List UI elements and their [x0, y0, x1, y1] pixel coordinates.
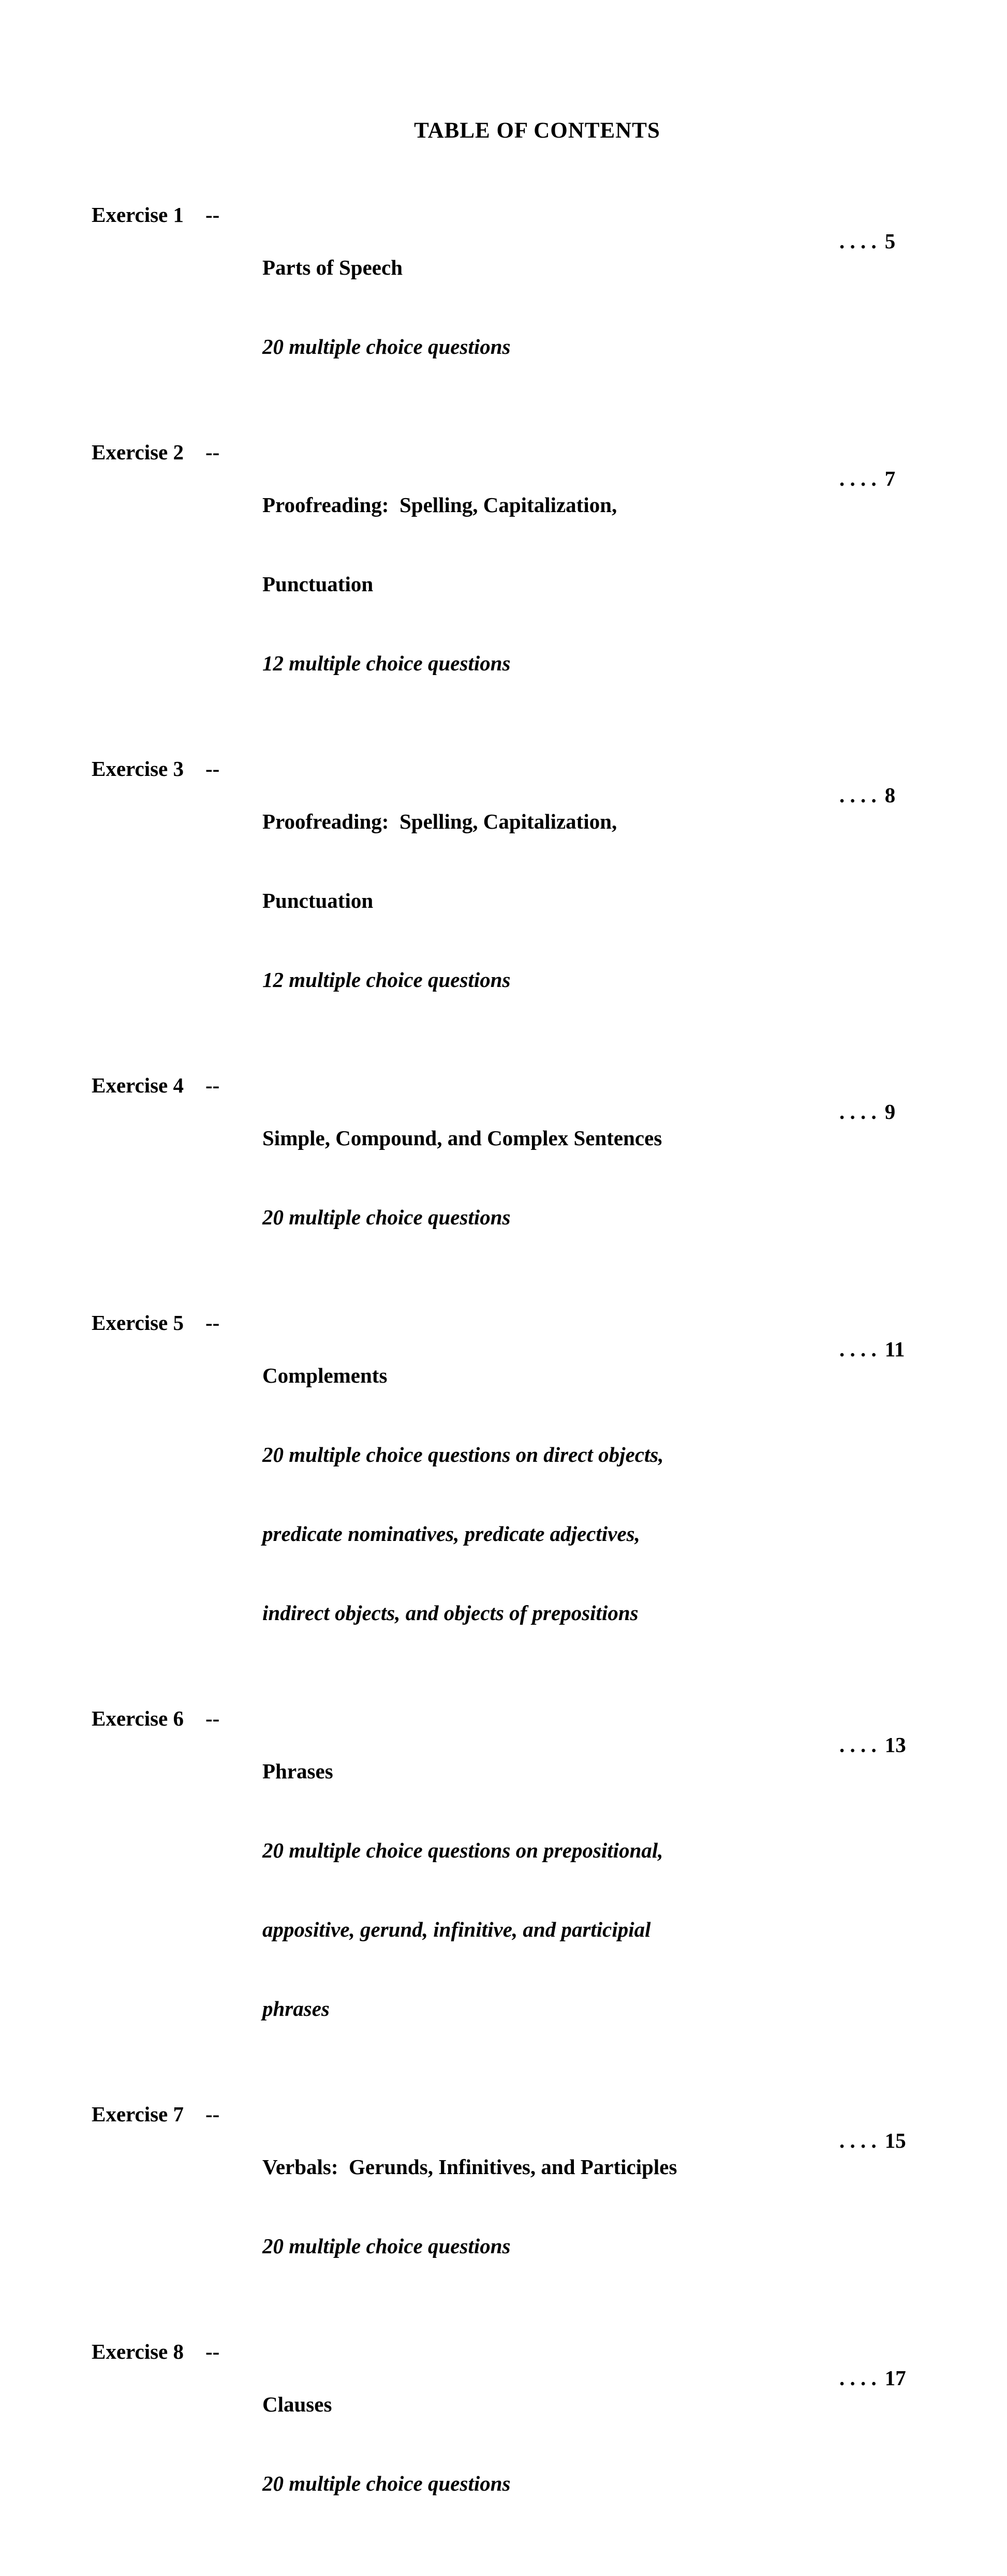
entry-title-line: Clauses [262, 2392, 332, 2416]
entry-page-ref [797, 202, 895, 281]
toc-entry-exercise-2 [92, 439, 920, 729]
exercise-label: Exercise 3 [92, 757, 184, 781]
entry-description-line: 20 multiple choice questions [262, 2472, 511, 2495]
toc-entry-exercise-7 [92, 2101, 920, 2312]
separator-dashes: -- [205, 1706, 220, 1730]
table-of-contents [92, 202, 920, 2576]
toc-entry-exercise-5 [92, 1310, 920, 1679]
dot-leader: . . . . [839, 1733, 877, 1757]
entry-title-line: Punctuation [262, 572, 374, 596]
page-number: 17 [884, 2366, 906, 2390]
exercise-label: Exercise 2 [92, 440, 184, 464]
entry-body [262, 1072, 797, 1283]
entry-description-line: 20 multiple choice questions [262, 335, 511, 358]
entry-description-line: phrases [262, 1997, 330, 2020]
dot-leader: . . . . [839, 467, 877, 490]
separator-dashes: -- [205, 2102, 220, 2126]
entry-body [262, 1705, 797, 2075]
page-title: TABLE OF CONTENTS [414, 118, 660, 143]
separator-dashes: -- [205, 2340, 220, 2363]
entry-page-ref [797, 1310, 905, 1389]
entry-title-line: Verbals: Gerunds, Infinitives, and Participles [262, 2155, 677, 2179]
entry-description-line: 12 multiple choice questions [262, 968, 511, 992]
entry-description-line: 20 multiple choice questions on prepositional, [262, 1838, 663, 1862]
separator-dashes: -- [205, 1311, 220, 1335]
exercise-label: Exercise 8 [92, 2340, 184, 2363]
entry-page-ref [797, 756, 895, 835]
page-number: 7 [884, 467, 896, 490]
entry-title-line: Punctuation [262, 889, 374, 912]
page-number: 13 [884, 1733, 906, 1757]
page-number: 5 [884, 229, 896, 253]
entry-body [262, 202, 797, 413]
entry-body [262, 1310, 797, 1679]
dot-leader: . . . . [839, 1337, 877, 1361]
entry-page-ref [797, 1072, 895, 1151]
dot-leader: . . . . [839, 2129, 877, 2152]
entry-description-line: 20 multiple choice questions [262, 2234, 511, 2258]
entry-title-line: Complements [262, 1364, 388, 1387]
entry-body [262, 756, 797, 1046]
entry-description-line: indirect objects, and objects of prepositions [262, 1601, 639, 1625]
page-number: 11 [884, 1337, 905, 1361]
separator-dashes: -- [205, 203, 220, 227]
entry-description-line: 20 multiple choice questions [262, 1205, 511, 1229]
entry-page-ref [797, 439, 895, 518]
entry-body [262, 439, 797, 729]
entry-page-ref [797, 2339, 906, 2418]
entry-body [262, 2101, 797, 2312]
exercise-label: Exercise 5 [92, 1311, 184, 1335]
entry-title-line: Proofreading: Spelling, Capitalization, [262, 493, 617, 517]
separator-dashes: -- [205, 1073, 220, 1097]
entry-title-line: Proofreading: Spelling, Capitalization, [262, 810, 617, 833]
toc-entry-exercise-3 [92, 756, 920, 1046]
entry-body [262, 2339, 797, 2550]
separator-dashes: -- [205, 440, 220, 464]
dot-leader: . . . . [839, 1100, 877, 1124]
toc-entry-exercise-1 [92, 202, 920, 413]
entry-page-ref [797, 2101, 906, 2180]
dot-leader: . . . . [839, 229, 877, 253]
exercise-label: Exercise 4 [92, 1073, 184, 1097]
toc-entry-exercise-8 [92, 2339, 920, 2550]
entry-description-line: predicate nominatives, predicate adjectives, [262, 1522, 640, 1546]
exercise-label: Exercise 7 [92, 2102, 184, 2126]
entry-description-line: appositive, gerund, infinitive, and participial [262, 1918, 651, 1941]
entry-title-line: Simple, Compound, and Complex Sentences [262, 1126, 662, 1150]
toc-entry-exercise-6 [92, 1705, 920, 2075]
entry-description-line: 12 multiple choice questions [262, 651, 511, 675]
separator-dashes: -- [205, 757, 220, 781]
entry-title-line: Phrases [262, 1759, 333, 1783]
entry-title-line: Parts of Speech [262, 256, 403, 279]
toc-entry-exercise-4 [92, 1072, 920, 1283]
entry-description-line: 20 multiple choice questions on direct objects, [262, 1443, 664, 1466]
page-number: 8 [884, 783, 896, 807]
exercise-label: Exercise 1 [92, 203, 184, 227]
entry-page-ref [797, 1705, 906, 1785]
dot-leader: . . . . [839, 2366, 877, 2390]
page-number: 9 [884, 1100, 896, 1124]
page-number: 15 [884, 2129, 906, 2152]
exercise-label: Exercise 6 [92, 1706, 184, 1730]
dot-leader: . . . . [839, 783, 877, 807]
